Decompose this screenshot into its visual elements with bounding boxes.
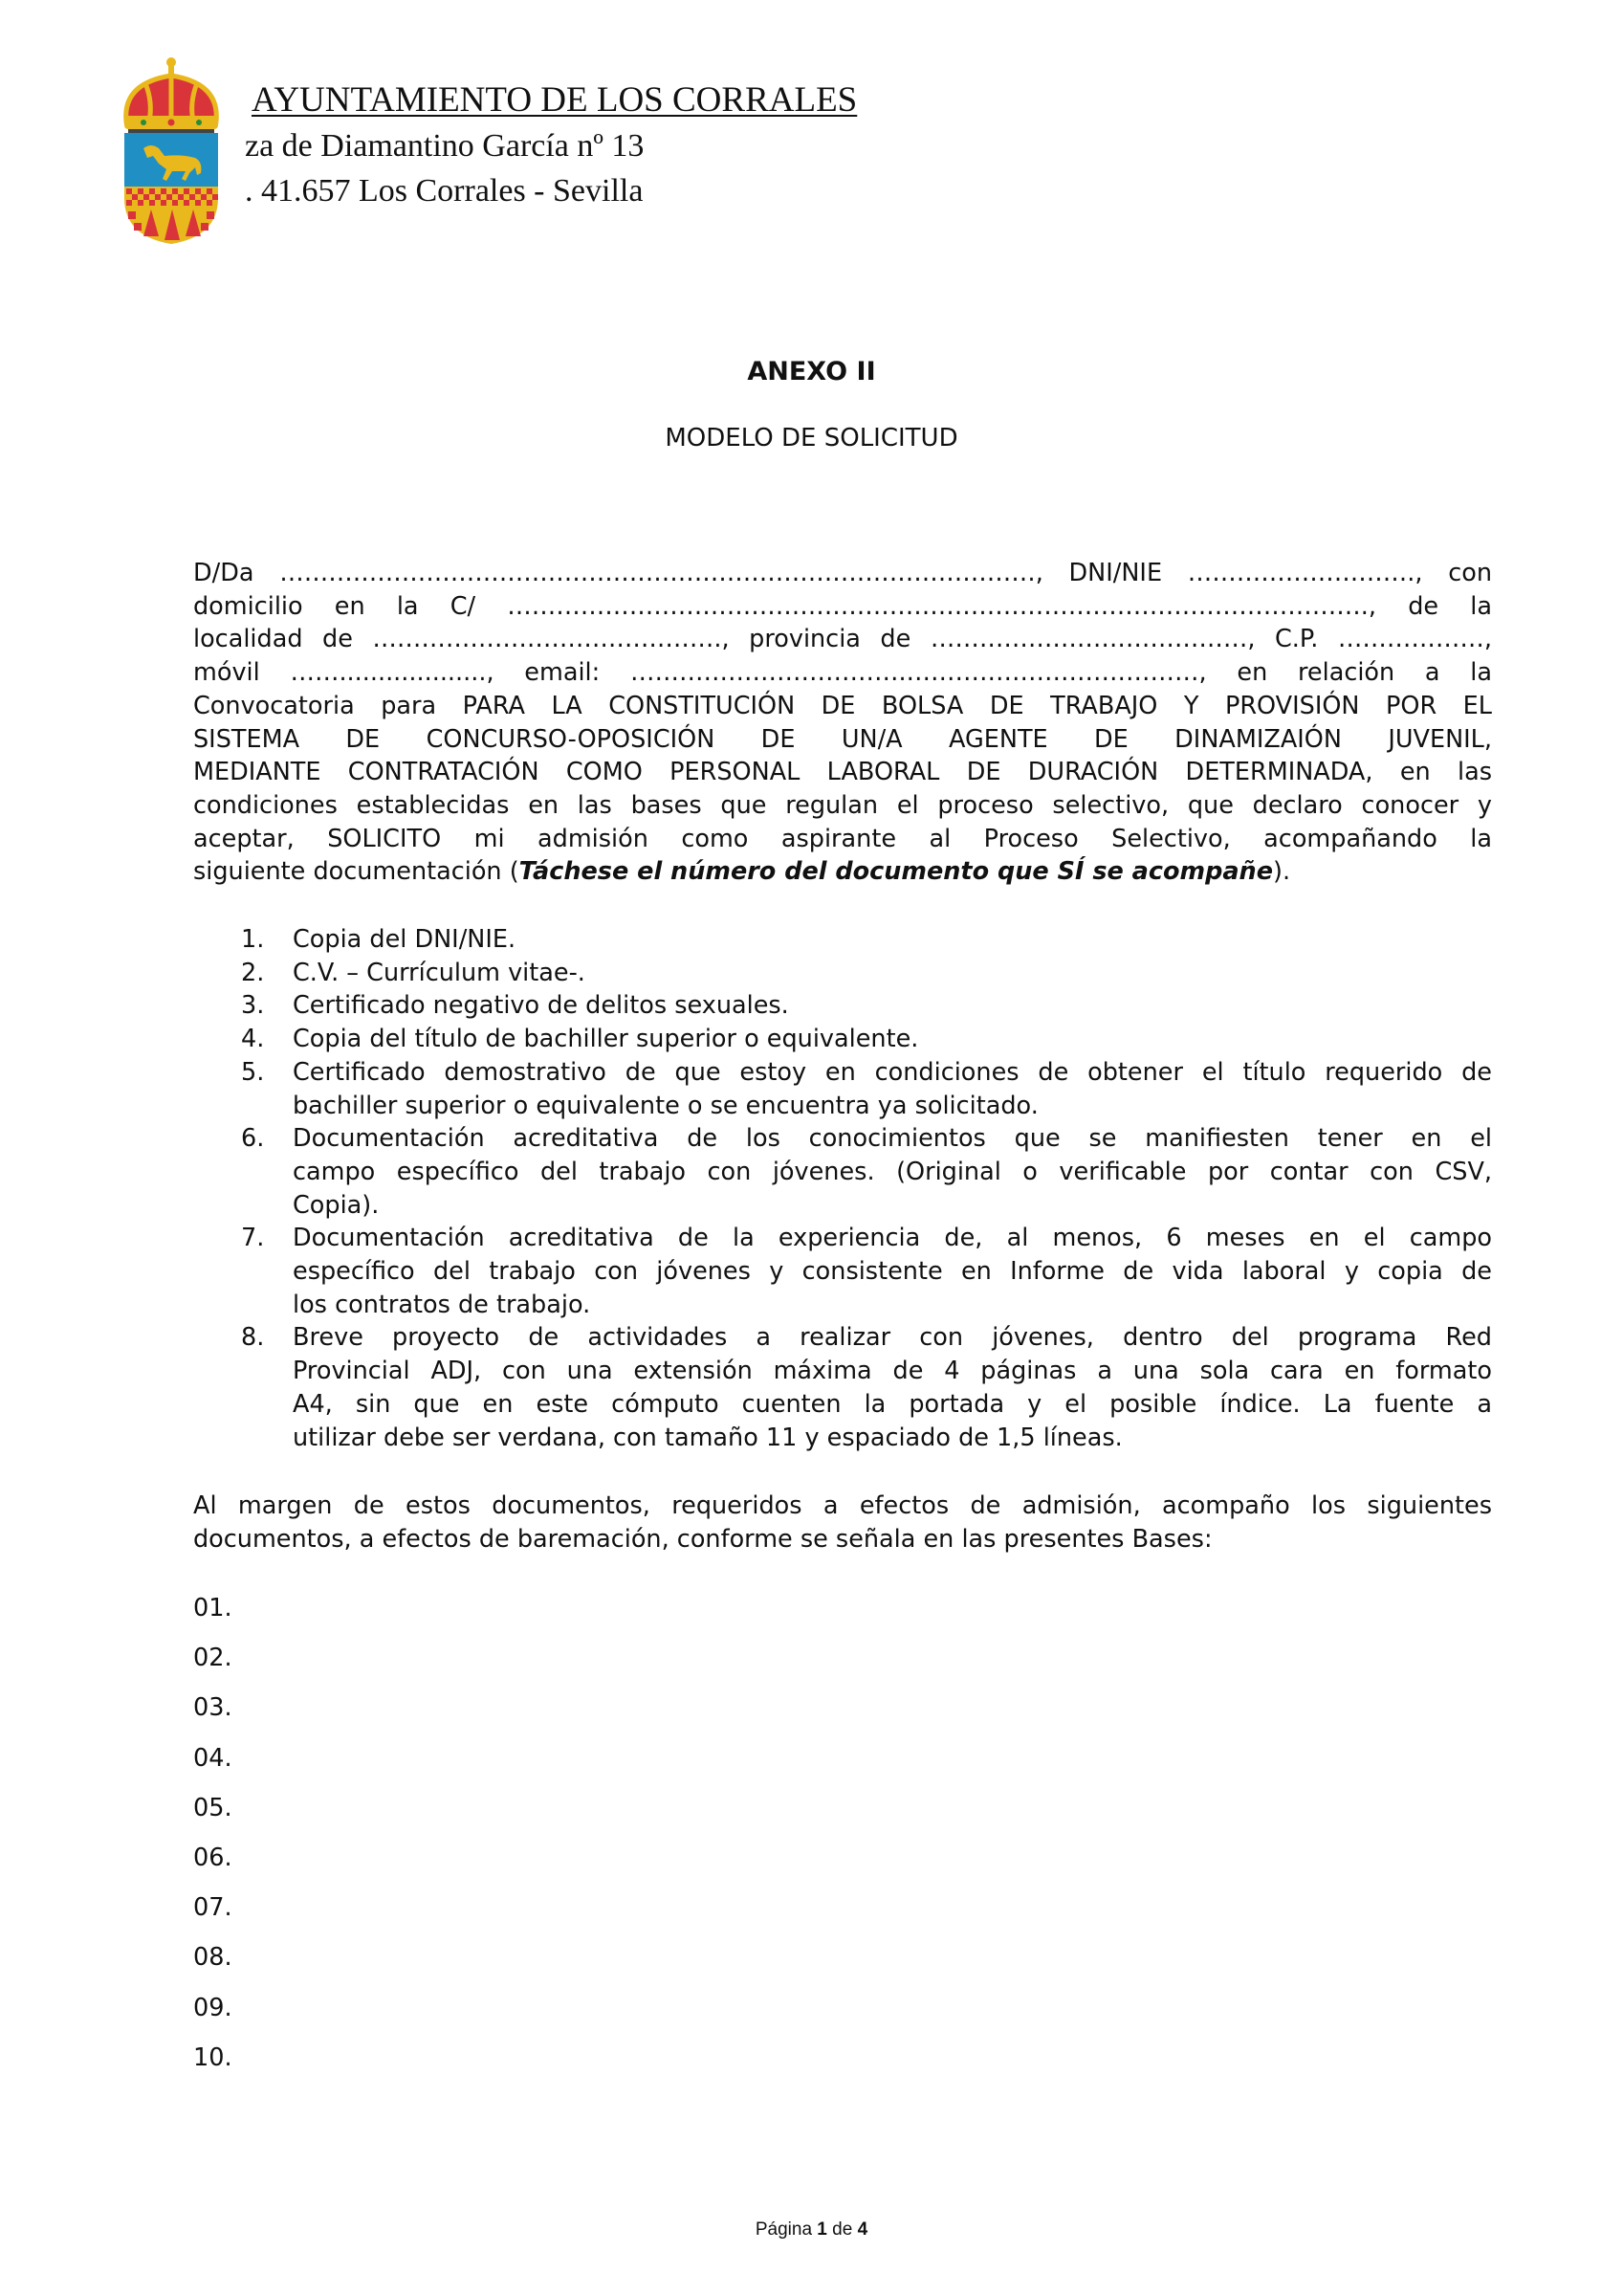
current-page-number: 1 <box>817 2219 827 2240</box>
required-documents-list <box>193 923 1492 1454</box>
document-slot: 05. <box>193 1793 232 1822</box>
applicant-name-line: D/Da …………………………………………………………………………………, DNI/NIE ………………………., con <box>193 559 1492 587</box>
required-document-item: 7. Documentación acreditativa de la experiencia de, al menos, 6 meses en el campo específico del trabajo con jóvenes y consistente en Informe de vida laboral y copia de los contratos de trabajo. <box>241 1224 1492 1319</box>
required-document-item: 3. Certificado negativo de delitos sexuales. <box>241 991 789 1021</box>
document-slot: 03. <box>193 1693 232 1723</box>
contact-line: móvil ……..................., email: …………………………….………………………………, en relación a la <box>193 658 1492 688</box>
additional-documents-slots <box>193 1592 232 2091</box>
instruction-emphasis: Táchese el número del documento que SÍ se acompañe <box>518 857 1274 887</box>
address-street: za de Diamantino García nº 13 <box>245 128 645 164</box>
document-slot: 08. <box>193 1943 232 1973</box>
annex-title: ANEXO II <box>747 357 876 386</box>
required-document-item: 8. Breve proyecto de actividades a realizar con jóvenes, dentro del programa Red Provincial ADJ, con una extensión máxima de 4 páginas a una sola cara en formato A4, sin que en este cómputo cuenten la portada y el posible índice. La fuente a utilizar debe ser verdana, con tamaño 11 y espaciado de 1,5 líneas. <box>241 1323 1492 1452</box>
paragraph-line: MEDIANTE CONTRATACIÓN COMO PERSONAL LABORAL DE DURACIÓN DETERMINADA, en las <box>193 758 1492 787</box>
document-slot: 07. <box>193 1893 232 1923</box>
address-line: domicilio en la C/ ……………………………………………………………………………………………., de la <box>193 591 1492 621</box>
paragraph-last-line: siguiente documentación (Táchese el número del documento que SÍ se acompañe). <box>193 857 1291 887</box>
required-document-item: 1. Copia del DNI/NIE. <box>241 925 516 954</box>
of-label: de <box>832 2219 853 2240</box>
required-document-item: 2. C.V. – Currículum vitae-. <box>241 958 585 987</box>
document-slot: 01. <box>193 1594 232 1623</box>
application-paragraph <box>193 557 1492 889</box>
address-city: . 41.657 Los Corrales - Sevilla <box>245 173 644 209</box>
paragraph-line: condiciones establecidas en las bases que regulan el proceso selectivo, que declaro conocer y <box>193 790 1492 820</box>
page-label: Página <box>755 2219 813 2240</box>
document-slot: 02. <box>193 1644 232 1673</box>
form-title: MODELO DE SOLICITUD <box>665 424 958 453</box>
additional-documents-paragraph: Al margen de estos documentos, requeridos a efectos de admisión, acompaño los siguientes documentos, a efectos de baremación, conforme se señala en las presentes Bases: <box>193 1491 1492 1554</box>
required-document-item: 6. Documentación acreditativa de los conocimientos que se manifiesten tener en el campo específico del trabajo con jóvenes. (Original o verificable por contar con CSV, Copia). <box>241 1124 1492 1220</box>
locality-line: localidad de ……………………………………., provincia de …………………………………, C.P. ………………, <box>193 625 1492 654</box>
required-document-item: 5. Certificado demostrativo de que estoy en condiciones de obtener el título requerido de bachiller superior o equivalente o se encuentra ya solicitado. <box>241 1057 1492 1120</box>
document-slot: 06. <box>193 1843 232 1872</box>
document-slot: 10. <box>193 2042 232 2072</box>
paragraph-line: SISTEMA DE CONCURSO-OPOSICIÓN DE UN/A AGENTE DE DINAMIZAIÓN JUVENIL, <box>193 724 1492 754</box>
organization-name: AYUNTAMIENTO DE LOS CORRALES <box>252 80 858 120</box>
paragraph-line: aceptar, SOLICITO mi admisión como aspirante al Proceso Selectivo, acompañando la <box>193 824 1492 853</box>
required-document-item: 4. Copia del título de bachiller superior o equivalente. <box>241 1025 919 1054</box>
letterhead <box>113 53 974 263</box>
document-slot: 04. <box>193 1743 232 1773</box>
total-pages-number: 4 <box>857 2219 868 2240</box>
paragraph-line: Convocatoria para PARA LA CONSTITUCIÓN DE BOLSA DE TRABAJO Y PROVISIÓN POR EL <box>193 691 1492 720</box>
page-footer <box>0 2219 1623 2241</box>
coat-of-arms-icon <box>115 55 228 246</box>
document-slot: 09. <box>193 1993 232 2022</box>
